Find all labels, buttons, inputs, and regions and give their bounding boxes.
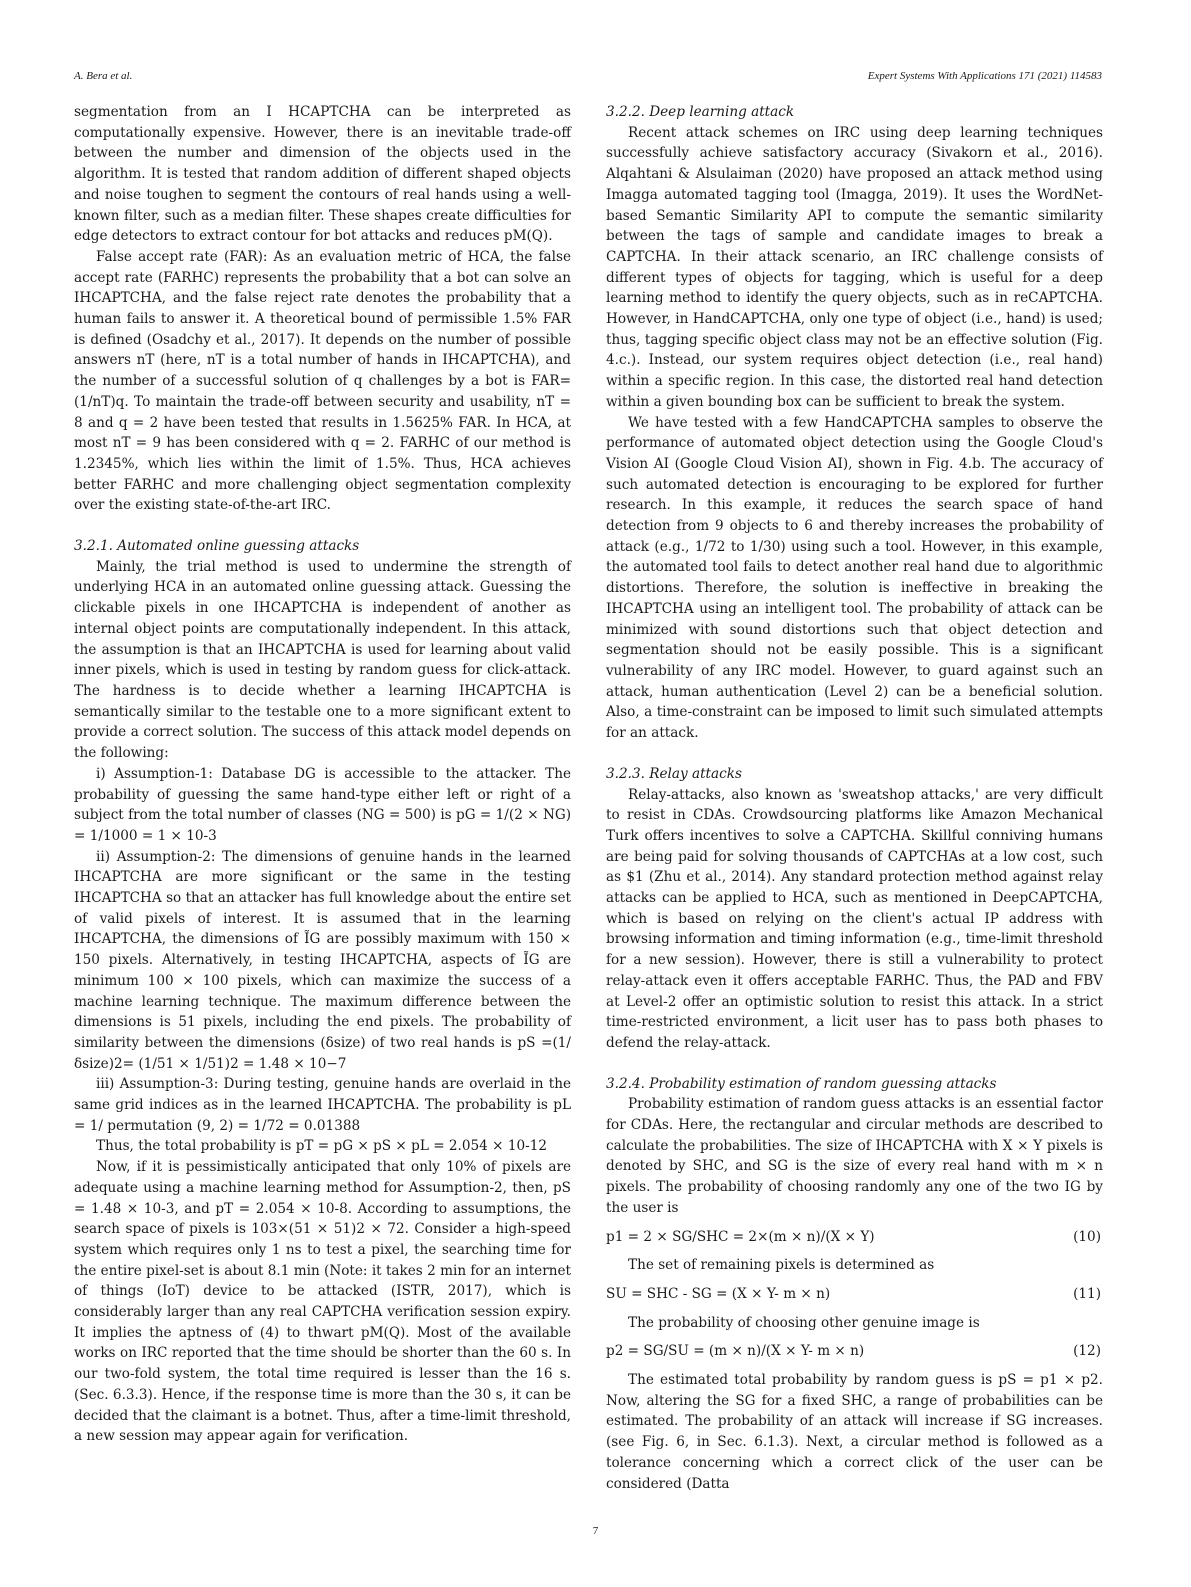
paragraph-assumption-3: iii) Assumption-3: During testing, genuine hands are overlaid in the same grid indices as in the learned IHCAPTCHA. The probability is pL = 1/ permutation (9, 2) = 1/72 = 0.01388 (74, 1076, 571, 1134)
section-heading-3-2-3: 3.2.3. Relay attacks (606, 765, 742, 782)
paragraph: We have tested with a few HandCAPTCHA samples to observe the performance of automated object detection using the Google Cloud's Vision AI (Google Cloud Vision AI), shown in Fig. 4.b. The accuracy of such automated detection is encouraging to be explored for further research. In this example, it reduces the search space of hand detection from 9 objects to 6 and thereby increases the probability of attack (e.g., 1/72 to 1/30) using such a tool. However, in this example, the automated tool fails to detect another real hand due to algorithmic distortions. Therefore, the solution is ineffective in breaking the IHCAPTCHA using an intelligent tool. The probability of attack can be minimized with sound distortions such that object detection and segmentation should not be easily possible. This is a significant vulnerability of any IRC model. However, to guard against such an attack, human authentication (Level 2) can be a beneficial solution. Also, a time-constraint can be imposed to limit such simulated attempts for an attack. (606, 414, 1103, 742)
section-heading-3-2-1: 3.2.1. Automated online guessing attacks (74, 538, 360, 555)
paragraph: Probability estimation of random guess attacks is an essential factor for CDAs. Here, the rectangular and circular methods are described to calculate the probabilities. The size of IHCAPTCHA with X × Y pixels is denoted by SHC, and SG is the size of every real hand with m × n pixels. The probability of choosing randomly any one of the two IG by the user is (606, 1096, 1103, 1216)
paragraph-far: False accept rate (FAR): As an evaluation metric of HCA, the false accept rate (FARHC) represents the probability that a bot can solve an IHCAPTCHA, and the false reject rate denotes the probability that a human fails to answer it. A theoretical bound of permissible 1.5% FAR is defined (Osadchy et al., 2017). It depends on the number of possible answers nT (here, nT is a total number of hands in IHCAPTCHA), and the number of a successful solution of q challenges by a bot is FAR= (1/nT)q. To maintain the trade-off between security and usability, nT = 8 and q = 2 have been tested that results in 1.5625% FAR. In HCA, at most nT = 9 has been considered with q = 2. FARHC of our method is 1.2345%, which lies within the limit of 1.5%. Thus, HCA achieves better FARHC and more challenging object segmentation complexity over the existing state-of-the-art IRC. (74, 248, 571, 514)
equation-body: p2 = SG/SU = (m × n)/(X × Y- m × n) (606, 1343, 865, 1360)
paragraph: Now, if it is pessimistically anticipated that only 10% of pixels are adequate using a machine learning method for Assumption-2, then, pS = 1.48 × 10-3, and pT = 2.054 × 10-8. According to assumptions, the search space of pixels is 103×(51 × 51)2 × 72. Consider a high-speed system which requires only 1 ns to test a pixel, the searching time for the entire pixel-set is about 8.1 min (Note: it takes 2 min for an internet of things (IoT) device to be attacked (ISTR, 2017), which is considerably larger than any real CAPTCHA verification session expiry. It implies the aptness of (4) to thwart pM(Q). Most of the available works on IRC reported that the time should be shorter than the 60 s. In our two-fold system, the total time required is lesser than the 16 s. (Sec. 6.3.3). Hence, if the response time is more than the 30 s, it can be decided that the claimant is a botnet. Thus, after a time-limit threshold, a new session may appear again for verification. (74, 1159, 571, 1445)
paragraph-assumption-1: i) Assumption-1: Database DG is accessible to the attacker. The probability of guessing the same hand-type either left or right of a subject from the total number of classes (NG = 500) is pG = 1/(2 × NG) = 1/1000 = 1 × 10-3 (74, 765, 571, 844)
equation-body: p1 = 2 × SG/SHC = 2×(m × n)/(X × Y) (606, 1228, 875, 1245)
running-head-journal: Expert Systems With Applications 171 (2021) 114583 (867, 70, 1102, 82)
equation-number: (11) (1073, 1285, 1101, 1302)
right-column (606, 102, 1103, 1494)
paragraph: The estimated total probability by random guess is pS = p1 × p2. Now, altering the SG for a fixed SHC, a range of probabilities can be estimated. The probability of an attack will increase if SG increases. (see Fig. 6, in Sec. 6.1.3). Next, a circular method is followed as a tolerance concerning which a correct click of the user can be considered (Datta (606, 1372, 1103, 1492)
equation-11 (606, 1284, 1103, 1305)
equation-number: (12) (1073, 1343, 1101, 1360)
section-heading-3-2-2: 3.2.2. Deep learning attack (606, 104, 795, 120)
left-column (74, 102, 571, 1447)
section-heading-3-2-4: 3.2.4. Probability estimation of random guessing attacks (606, 1075, 997, 1092)
running-head-authors: A. Bera et al. (74, 70, 133, 82)
page-number: 7 (592, 1525, 599, 1537)
paragraph: segmentation from an I HCAPTCHA can be interpreted as computationally expensive. However, there is an inevitable trade-off between the number and dimension of the objects used in the algorithm. It is tested that random addition of different shaped objects and noise toughen to segment the contours of real hands using a well-known filter, such as a median filter. These shapes create difficulties for edge detectors to extract contour for bot attacks and reduces pM(Q). (74, 104, 571, 245)
paragraph-total-probability: Thus, the total probability is pT = pG × pS × pL = 2.054 × 10-12 (96, 1138, 548, 1155)
equation-number: (10) (1073, 1228, 1101, 1245)
equation-10 (606, 1227, 1103, 1248)
paragraph: The probability of choosing other genuine image is (628, 1314, 980, 1331)
paragraph: Recent attack schemes on IRC using deep learning techniques successfully achieve satisfactory accuracy (Sivakorn et al., 2016). Alqahtani & Alsulaiman (2020) have proposed an attack method using Imagga automated tagging tool (Imagga, 2019). It uses the WordNet-based Semantic Similarity API to compute the semantic similarity between the tags of sample and candidate images to break a CAPTCHA. In their attack scenario, an IRC challenge consists of different types of objects for tagging, which is useful for a deep learning method to identify the query objects, such as in reCAPTCHA. However, in HandCAPTCHA, only one type of object (i.e., hand) is used; thus, tagging specific object class may not be an effective solution (Fig. 4.c.). Instead, our system requires object detection (i.e., real hand) within a specific region. In this case, the distorted real hand detection within a given bounding box can be sufficient to break the system. (606, 124, 1103, 410)
equation-body: SU = SHC - SG = (X × Y- m × n) (606, 1285, 831, 1302)
equation-12 (606, 1341, 1103, 1362)
paragraph: The set of remaining pixels is determined as (628, 1257, 935, 1274)
paragraph-assumption-2: ii) Assumption-2: The dimensions of genuine hands in the learned IHCAPTCHA are more significant or the same in the testing IHCAPTCHA so that an attacker has full knowledge about the entire set of valid pixels of interest. It is assumed that in the learning IHCAPTCHA, the dimensions of ĨG are possibly maximum with 150 × 150 pixels. Alternatively, in testing IHCAPTCHA, aspects of ĨG are minimum 100 × 100 pixels, which can maximize the success of a machine learning technique. The maximum difference between the dimensions is 51 pixels, including the end pixels. The probability of similarity between the dimensions (δsize) of two real hands is pS =(1/δsize)2= (1/51 × 1/51)2 = 1.48 × 10−7 (74, 848, 571, 1072)
paragraph: Relay-attacks, also known as 'sweatshop attacks,' are very difficult to resist in CDAs. Crowdsourcing platforms like Amazon Mechanical Turk offers incentives to solve a CAPTCHA. Skillful conniving humans are being paid for solving thousands of CAPTCHAs at a low cost, such as $1 (Zhu et al., 2014). Any standard protection method against relay attacks can be applied to HCA, such as mentioned in DeepCAPTCHA, which is based on relying on the client's actual IP address with browsing information and timing information (e.g., time-limit threshold for a new session). However, there is still a vulnerability to protect relay-attack even it offers acceptable FARHC. Thus, the PAD and FBV at Level-2 offer an optimistic solution to resist this attack. In a strict time-restricted environment, a licit user has to pass both phases to defend the relay-attack. (606, 786, 1103, 1051)
paragraph: Mainly, the trial method is used to undermine the strength of underlying HCA in an automated online guessing attack. Guessing the clickable pixels in one IHCAPTCHA is independent of another as internal object points are computationally independent. In this attack, the assumption is that an IHCAPTCHA is used for learning about valid inner pixels, which is used in testing by random guess for click-attack. The hardness is to decide whether a learning IHCAPTCHA is semantically similar to the testable one to a more significant extent to provide a correct solution. The success of this attack model depends on the following: (74, 558, 571, 762)
